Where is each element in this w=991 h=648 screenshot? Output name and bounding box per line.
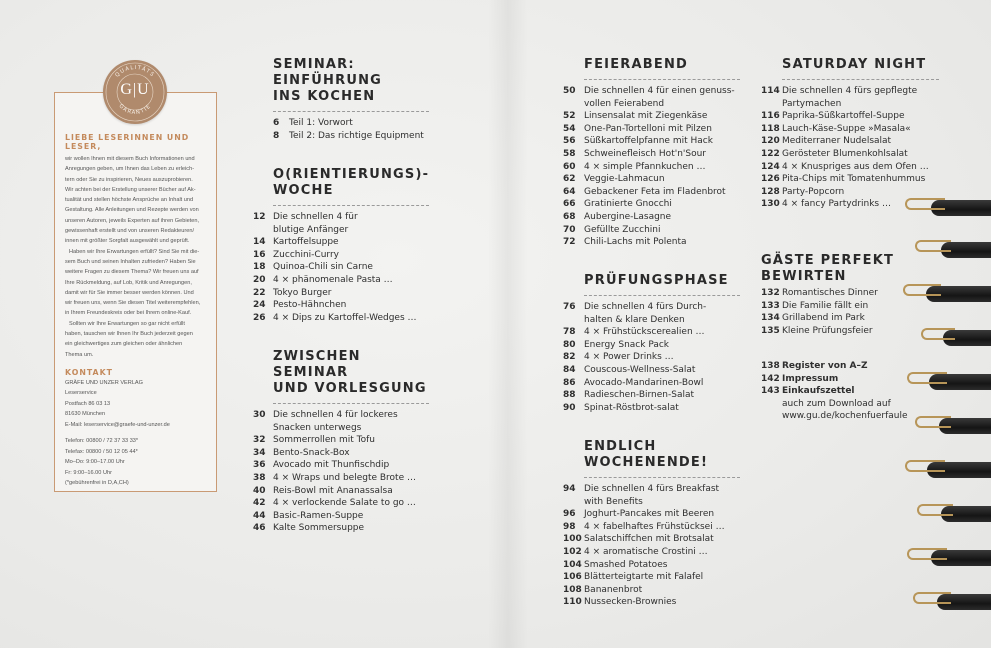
entry-title: 4 × Frühstückscerealien … [584, 327, 705, 338]
contact-line: Postfach 86 03 13 [65, 400, 111, 407]
info-line: unseren Autoren, jeweils Experten auf ihren Gebieten, [65, 217, 200, 224]
entry-title: Süßkartoffelpfanne mit Hack [584, 136, 713, 147]
toc-entry[interactable] [563, 584, 740, 597]
entry-title: One-Pan-Tortelloni mit Pilzen [584, 123, 712, 134]
entry-title: Die schnellen 4 fürs Breakfast with Benefits [584, 484, 720, 507]
page-number: 14 [253, 237, 266, 248]
info-line: haben, tauschen wir Ihnen Ihr Buch jederzeit gegen [65, 331, 193, 338]
entry-title: 4 × Power Drinks … [584, 352, 674, 363]
entry-title: 4 × fancy Partydrinks … [782, 199, 891, 210]
section-title [584, 439, 740, 478]
info-line: Haben wir Ihre Erwartungen erfüllt? Sind Sie mit die- [69, 248, 200, 255]
entry-title: Die Familie fällt ein [782, 300, 869, 311]
toc-entry[interactable] [761, 385, 939, 423]
toc-entry[interactable] [253, 274, 429, 287]
title-line: SEMINAR: [273, 57, 355, 72]
toc-entry[interactable] [563, 389, 740, 402]
toc-entry[interactable] [253, 236, 429, 249]
title-line: EINFÜHRUNG [273, 73, 383, 88]
entry-title: Kleine Prüfungsfeier [782, 325, 873, 336]
toc-entry[interactable] [253, 409, 429, 434]
toc-entry[interactable] [761, 135, 939, 148]
contact-heading: KONTAKT [65, 367, 113, 377]
page-number: 30 [253, 410, 266, 420]
page-number: 64 [563, 186, 576, 197]
page-number: 12 [253, 212, 266, 222]
entry-title: Die schnellen 4 fürs Durch- halten & klare Denken [584, 302, 707, 325]
entry-title: Aubergine-Lasagne [584, 211, 672, 222]
entry-title: 4 × simple Pfannkuchen … [584, 161, 706, 172]
contact-address [65, 378, 206, 431]
toc-entry[interactable] [761, 148, 939, 161]
page-number: 122 [761, 148, 780, 159]
entry-title: Party-Popcorn [782, 186, 845, 197]
toc-entry[interactable] [563, 364, 740, 377]
toc-entry[interactable] [563, 508, 740, 521]
info-line: Wir achten bei der Erstellung unserer Bücher auf Ak- [65, 186, 196, 193]
entry-title: Gratinierte Gnocchi [584, 199, 672, 210]
phone-line: Telefon: 00800 / 72 37 33 33* [65, 438, 139, 445]
toc-entry[interactable] [563, 85, 740, 110]
info-line: sem Buch und seinen Inhalten zufrieden? Haben Sie [65, 258, 196, 265]
page-number: 40 [253, 485, 266, 496]
clip-wire [915, 240, 951, 252]
entry-title: Grillabend im Park [782, 313, 865, 324]
page-number: 58 [563, 148, 576, 159]
page-number: 78 [563, 327, 576, 338]
page-number: 62 [563, 174, 576, 185]
toc-entry[interactable] [563, 559, 740, 572]
page-number: 22 [253, 287, 266, 298]
toc-entry[interactable] [253, 472, 429, 485]
page-number: 120 [761, 136, 780, 147]
toc-entry[interactable] [253, 510, 429, 523]
page-number: 34 [253, 447, 266, 458]
entry-title: Smashed Potatoes [584, 559, 668, 570]
toc-entry[interactable] [761, 300, 939, 313]
entry-title: 4 × phänomenale Pasta … [273, 274, 393, 285]
toc-entry[interactable] [563, 326, 740, 339]
page-number: 98 [563, 521, 576, 532]
page-number: 36 [253, 460, 266, 471]
toc-entry[interactable] [563, 198, 740, 211]
page-number: 70 [563, 224, 576, 235]
entry-title: Bento-Snack-Box [273, 447, 350, 458]
info-line: in Ihrem Freundeskreis oder bei Ihrem online-Kauf. [65, 310, 192, 317]
entry-title: 4 × fabelhaftes Frühstücksei … [584, 521, 725, 532]
toc-entry[interactable] [253, 261, 429, 274]
entry-title: Pesto-Hähnchen [273, 300, 347, 311]
section-title [782, 57, 939, 80]
entry-title: Gerösteter Blumenkohlsalat [782, 148, 908, 159]
page-number: 126 [761, 174, 780, 185]
page-number: 102 [563, 546, 582, 557]
info-body [65, 154, 206, 360]
info-line: innen mit größter Sorgfalt ausgewählt und geprüft. [65, 238, 190, 245]
entry-title: Quinoa-Chili sin Carne [273, 262, 373, 273]
section-title [584, 273, 740, 296]
page-number: 96 [563, 509, 576, 520]
page-number: 42 [253, 498, 266, 509]
page-number: 134 [761, 313, 780, 324]
page-number: 24 [253, 300, 266, 311]
toc-section-orientierung [253, 167, 429, 324]
toc-entry[interactable] [761, 123, 939, 136]
reader-info-box [54, 92, 217, 492]
entry-title: Teil 1: Vorwort [289, 118, 353, 128]
toc-entry[interactable] [761, 373, 939, 386]
entry-title: Blätterteigtarte mit Falafel [584, 572, 704, 583]
entry-title: Die schnellen 4 für lockeres Snacken unterwegs [273, 410, 398, 433]
title-line: WOCHE [273, 183, 334, 198]
entry-title: Basic-Ramen-Suppe [273, 510, 364, 521]
entry-title: Avocado mit Thunfischdip [273, 460, 390, 471]
info-heading: LIEBE LESERINNEN UND LESER, [65, 133, 190, 151]
toc-entry[interactable] [563, 483, 740, 508]
page-number: 26 [253, 312, 266, 323]
entry-title: Teil 2: Das richtige Equipment [289, 130, 424, 141]
toc-entry[interactable] [253, 447, 429, 460]
page-number: 90 [563, 402, 576, 413]
entry-title: Veggie-Lahmacun [584, 174, 665, 185]
toc-entry[interactable] [563, 339, 740, 352]
page-number: 8 [273, 130, 280, 141]
entry-title: Bananenbrot [584, 584, 643, 595]
toc-entry[interactable] [563, 521, 740, 534]
toc-entry[interactable] [563, 377, 740, 390]
toc-entry[interactable] [253, 312, 429, 325]
page-number: 108 [563, 584, 582, 595]
page-number: 46 [253, 523, 266, 534]
page-number: 133 [761, 300, 780, 311]
title-line: GÄSTE PERFEKT [761, 253, 895, 268]
page-number: 143 [761, 386, 780, 397]
entry-title: Romantisches Dinner [782, 288, 878, 298]
toc-entry[interactable] [563, 596, 740, 609]
title-line: BEWIRTEN [761, 269, 847, 284]
page-number: 142 [761, 373, 780, 384]
entry-title: Mediterraner Nudelsalat [782, 136, 892, 147]
info-line: tern oder Sie zu inspirieren, Neues auszuprobieren. [65, 176, 193, 183]
entry-title: Reis-Bowl mit Ananassalsa [273, 485, 393, 496]
entry-title: Einkaufszettel auch zum Download auf www.gu.de/kochenfuerfaule [782, 385, 939, 423]
title-line: INS KOCHEN [273, 89, 376, 104]
toc-section-saturday [761, 57, 939, 211]
toc-entry[interactable] [563, 224, 740, 237]
contact-email: E-Mail: leserservice@graefe-und-unzer.de [65, 421, 170, 428]
toc-entry[interactable] [563, 301, 740, 326]
entry-title: Joghurt-Pancakes mit Beeren [584, 509, 715, 520]
title-line: O(RIENTIERUNGS)- [273, 167, 430, 182]
toc-entry[interactable] [761, 312, 939, 325]
toc-entry[interactable] [253, 485, 429, 498]
page-number: 54 [563, 123, 576, 134]
toc-entry[interactable] [563, 236, 740, 249]
toc-entry[interactable] [761, 110, 939, 123]
info-line: Ihre Rückmeldung, auf Lob, Kritik und Anregungen, [65, 279, 192, 286]
entry-title: Spinat-Röstbrot-salat [584, 402, 679, 413]
entry-title: Nussecken-Brownies [584, 597, 677, 608]
entry-title: Paprika-Süßkartoffel-Suppe [782, 111, 905, 122]
toc-entry[interactable] [563, 123, 740, 136]
entry-title: Tokyo Burger [273, 287, 332, 298]
info-line: Thema um. [65, 351, 94, 358]
info-line: damit wir für Sie immer besser werden können. Und [65, 289, 194, 296]
page-number: 132 [761, 288, 780, 298]
section-title [273, 57, 429, 112]
entry-title: 4 × aromatische Crostini … [584, 546, 708, 557]
section-title [273, 167, 429, 206]
toc-entry[interactable] [563, 533, 740, 546]
toc-entry[interactable] [761, 161, 939, 174]
info-line: wir wollen Ihnen mit diesem Buch Informationen und [65, 156, 195, 162]
entry-title: Lauch-Käse-Suppe »Masala« [782, 123, 911, 134]
entry-title: Die schnellen 4 für blutige Anfänger [273, 212, 358, 235]
gu-logo: G|U [120, 81, 150, 98]
section-title [584, 57, 740, 80]
toc-entry[interactable] [563, 351, 740, 364]
title-line: PRÜFUNGSPHASE [584, 273, 729, 288]
download-link[interactable]: www.gu.de/kochenfuerfaule [782, 411, 908, 422]
toc-entry[interactable] [253, 459, 429, 472]
title-line: WOCHENENDE! [584, 455, 709, 470]
toc-entry[interactable] [253, 522, 429, 535]
fax-line: Telefax: 00800 / 50 12 05 44* [65, 448, 138, 455]
entry-title: Couscous-Wellness-Salat [584, 364, 696, 375]
toc-entry[interactable] [563, 546, 740, 559]
entry-title: Radieschen-Birnen-Salat [584, 390, 695, 401]
entry-title: Linsensalat mit Ziegenkäse [584, 111, 708, 122]
page-number: 88 [563, 390, 576, 401]
toc-entry[interactable] [563, 173, 740, 186]
toc-section-zwischen [253, 349, 429, 535]
toll-free-note: (*gebührenfrei in D,A,CH) [65, 480, 129, 487]
toc-entry[interactable] [563, 211, 740, 224]
toc-entry[interactable] [563, 161, 740, 174]
toc-entry[interactable] [563, 148, 740, 161]
page-number: 135 [761, 325, 780, 336]
book-gutter [488, 0, 528, 648]
page-number: 68 [563, 211, 576, 222]
entry-title: Energy Snack Pack [584, 339, 670, 350]
clip-wire [917, 504, 953, 516]
entry-title: 4 × Wraps und belegte Brote … [273, 472, 416, 483]
entry-title: Salatschiffchen mit Brotsalat [584, 534, 714, 545]
toc-entry[interactable] [563, 571, 740, 584]
info-line: Sollten wir Ihre Erwartungen so gar nicht erfüllt [69, 320, 185, 327]
entry-title: Impressum [782, 373, 839, 384]
entry-title: Gebackener Feta im Fladenbrot [584, 186, 726, 197]
info-line: wir freuen uns, wenn Sie diesen Titel weiterempfehlen, [65, 300, 201, 307]
toc-entry[interactable] [761, 325, 939, 338]
toc-section-pruefung [563, 273, 740, 414]
page-number: 124 [761, 161, 780, 172]
toc-entry[interactable] [563, 135, 740, 148]
toc-entry[interactable] [253, 287, 429, 300]
toc-entry[interactable] [253, 497, 429, 510]
entry-title: Zucchini-Curry [273, 249, 339, 260]
entry-title: Sommerrollen mit Tofu [273, 435, 375, 446]
entry-title: Die schnellen 4 fürs gepflegte Partymachen [782, 86, 918, 109]
info-line: ein gleichwertiges zum gleichen oder ähnlichen [65, 341, 183, 348]
toc-entry[interactable] [761, 173, 939, 186]
page-number: 18 [253, 262, 266, 273]
section-title [273, 349, 429, 404]
toc-entry[interactable] [563, 186, 740, 199]
toc-entry[interactable] [761, 85, 939, 110]
toc-section-gaeste [761, 253, 939, 337]
entry-title: Kalte Sommersuppe [273, 523, 365, 534]
toc-entry[interactable] [273, 130, 429, 143]
toc-entry[interactable] [563, 110, 740, 123]
toc-section-appendix [761, 360, 939, 423]
page-number: 44 [253, 510, 266, 521]
contact-line: GRÄFE UND UNZER VERLAG [65, 379, 144, 386]
page-number: 138 [761, 361, 780, 371]
entry-title: Schweinefleisch Hot'n'Sour [584, 148, 706, 159]
page-number: 50 [563, 86, 576, 96]
entry-title: Die schnellen 4 für einen genuss- vollen Feierabend [584, 86, 735, 109]
toc-entry[interactable] [253, 211, 429, 236]
page-number: 60 [563, 161, 576, 172]
toc-section-wochenende [563, 439, 740, 609]
contact-line: 81630 München [65, 411, 106, 418]
svg-text:GARANTIE [117, 103, 152, 116]
toc-section-seminar [273, 57, 429, 142]
toc-entry[interactable] [761, 198, 939, 211]
toc-entry[interactable] [253, 299, 429, 312]
toc-entry[interactable] [761, 287, 939, 300]
toc-entry[interactable] [273, 117, 429, 130]
page-number: 66 [563, 199, 576, 210]
toc-entry[interactable] [761, 360, 939, 373]
page-number: 20 [253, 274, 266, 285]
page-number: 100 [563, 534, 582, 545]
page-number: 56 [563, 136, 576, 147]
entry-title: 4 × Knuspriges aus dem Ofen … [782, 161, 929, 172]
page-number: 86 [563, 377, 576, 388]
clip-wire [905, 460, 945, 472]
title-line: ENDLICH [584, 439, 657, 454]
page-number: 72 [563, 237, 576, 248]
page-number: 110 [563, 597, 582, 608]
title-line: UND VORLESGUNG [273, 381, 427, 396]
page-number: 80 [563, 339, 576, 350]
info-line: gewissenhaft erstellt und von unseren Redakteuren/ [65, 228, 195, 235]
page-number: 6 [273, 118, 280, 128]
clip-wire [913, 592, 951, 604]
toc-entry[interactable] [253, 434, 429, 447]
info-line: tualität und stellen höchste Ansprüche an Inhalt und [65, 197, 194, 204]
contact-phone [65, 436, 206, 489]
quality-guarantee-seal [103, 60, 167, 124]
toc-entry[interactable] [761, 186, 939, 199]
entry-title: Chili-Lachs mit Polenta [584, 237, 687, 248]
page-number: 16 [253, 249, 266, 260]
hours-line: Fr: 9:00–16.00 Uhr [65, 469, 112, 476]
page-number: 130 [761, 199, 780, 210]
title-line: ZWISCHEN SEMINAR [273, 349, 361, 380]
section-title [761, 253, 939, 285]
entry-title: Avocado-Mandarinen-Bowl [584, 377, 704, 388]
toc-entry[interactable] [563, 402, 740, 415]
page-number: 76 [563, 302, 576, 312]
entry-title: 4 × verlockende Salate to go … [273, 498, 416, 509]
info-line: weitere Fragen zu diesem Thema? Wir freuen uns auf [65, 269, 199, 276]
hours-line: Mo–Do: 9:00–17.00 Uhr [65, 459, 125, 466]
entry-title: Register von A–Z [782, 361, 868, 371]
entry-title: Kartoffelsuppe [273, 237, 339, 248]
toc-section-feierabend [563, 57, 740, 249]
seal-text-bottom: GARANTIE [117, 103, 153, 117]
page-number: 128 [761, 186, 780, 197]
entry-title: Gefüllte Zucchini [584, 224, 661, 235]
entry-title: Pita-Chips mit Tomatenhummus [782, 174, 926, 185]
page-number: 82 [563, 352, 576, 363]
title-line: SATURDAY NIGHT [782, 57, 927, 72]
page-number: 106 [563, 572, 582, 583]
page-number: 52 [563, 111, 576, 122]
page-number: 118 [761, 123, 780, 134]
toc-entry[interactable] [253, 249, 429, 262]
page-number: 84 [563, 364, 576, 375]
page-number: 114 [761, 86, 780, 96]
clip-wire [907, 548, 947, 560]
entry-title: 4 × Dips zu Kartoffel-Wedges … [273, 312, 417, 323]
page-number: 94 [563, 484, 576, 494]
page-number: 38 [253, 472, 266, 483]
seal-text-top: QUALITÄTS [114, 64, 156, 79]
info-line: Gestaltung. Alle Anleitungen und Rezepte werden von [65, 207, 199, 214]
info-line: Anregungen geben, um Ihnen das Leben zu erleich- [65, 166, 195, 173]
page-number: 116 [761, 111, 780, 122]
title-line: FEIERABEND [584, 57, 689, 72]
page-number: 104 [563, 559, 582, 570]
page-number: 32 [253, 435, 266, 446]
contact-line: Leserservice [65, 390, 97, 397]
